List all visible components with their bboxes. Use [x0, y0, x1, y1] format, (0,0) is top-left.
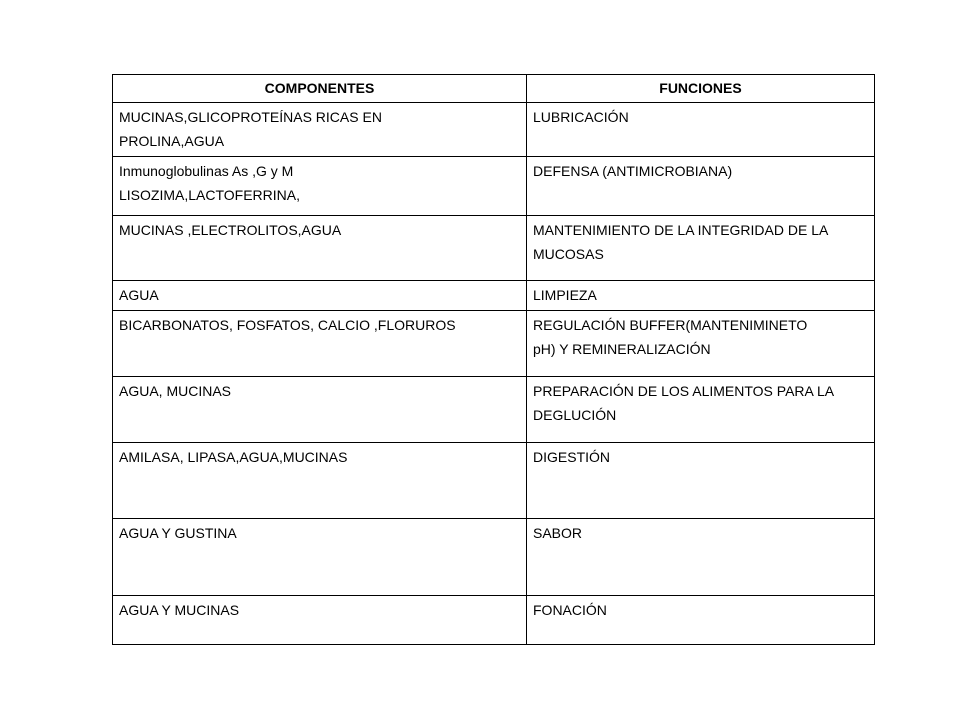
table-row: [113, 103, 875, 157]
cell-funciones: [527, 281, 875, 311]
table-header-row: [113, 75, 875, 103]
cell-componentes: [113, 596, 527, 645]
cell-funciones: [527, 103, 875, 157]
table-row: [113, 281, 875, 311]
cell-componentes: [113, 377, 527, 443]
table-row: [113, 311, 875, 377]
cell-line: AGUA: [119, 287, 159, 303]
cell-line: PREPARACIÓN DE LOS ALIMENTOS PARA LA: [533, 383, 835, 399]
cell-line: DEFENSA (ANTIMICROBIANA): [533, 163, 733, 179]
table-row: [113, 216, 875, 281]
cell-componentes: [113, 103, 527, 157]
cell-line: PROLINA,AGUA: [119, 133, 225, 149]
cell-line: SABOR: [533, 525, 583, 541]
table-row: [113, 519, 875, 596]
table-row: [113, 157, 875, 216]
cell-line: AMILASA, LIPASA,AGUA,MUCINAS: [119, 449, 348, 465]
cell-funciones: [527, 377, 875, 443]
cell-line: MANTENIMIENTO DE LA INTEGRIDAD DE LA: [533, 222, 829, 238]
table-row: [113, 377, 875, 443]
cell-line: AGUA Y GUSTINA: [119, 525, 237, 541]
cell-line: MUCOSAS: [533, 246, 604, 262]
cell-line: AGUA Y MUCINAS: [119, 602, 240, 618]
cell-funciones: [527, 216, 875, 281]
components-functions-table-container: [112, 74, 874, 645]
cell-componentes: [113, 281, 527, 311]
cell-line: LISOZIMA,LACTOFERRINA,: [119, 187, 300, 203]
cell-line: MUCINAS,GLICOPROTEÍNAS RICAS EN: [119, 109, 382, 125]
cell-componentes: [113, 519, 527, 596]
cell-funciones: [527, 443, 875, 519]
cell-line: AGUA, MUCINAS: [119, 383, 232, 399]
cell-line: Inmunoglobulinas As ,G y M: [119, 163, 294, 179]
cell-line: DIGESTIÓN: [533, 449, 611, 465]
cell-line: LIMPIEZA: [533, 287, 597, 303]
cell-componentes: [113, 157, 527, 216]
cell-line: FONACIÓN: [533, 602, 607, 618]
cell-componentes: [113, 216, 527, 281]
cell-line: BICARBONATOS, FOSFATOS, CALCIO ,FLORUROS: [119, 317, 456, 333]
table-row: [113, 596, 875, 645]
cell-line: LUBRICACIÓN: [533, 109, 629, 125]
cell-line: MUCINAS ,ELECTROLITOS,AGUA: [119, 222, 342, 238]
cell-componentes: [113, 311, 527, 377]
cell-funciones: [527, 157, 875, 216]
cell-componentes: [113, 443, 527, 519]
header-funciones: FUNCIONES: [527, 75, 875, 103]
cell-funciones: [527, 596, 875, 645]
header-componentes: COMPONENTES: [113, 75, 527, 103]
components-functions-table: [112, 74, 875, 645]
table-row: [113, 443, 875, 519]
cell-funciones: [527, 311, 875, 377]
cell-funciones: [527, 519, 875, 596]
cell-line: REGULACIÓN BUFFER(MANTENIMINETO: [533, 317, 808, 333]
cell-line: pH) Y REMINERALIZACIÓN: [533, 341, 711, 357]
cell-line: DEGLUCIÓN: [533, 407, 617, 423]
